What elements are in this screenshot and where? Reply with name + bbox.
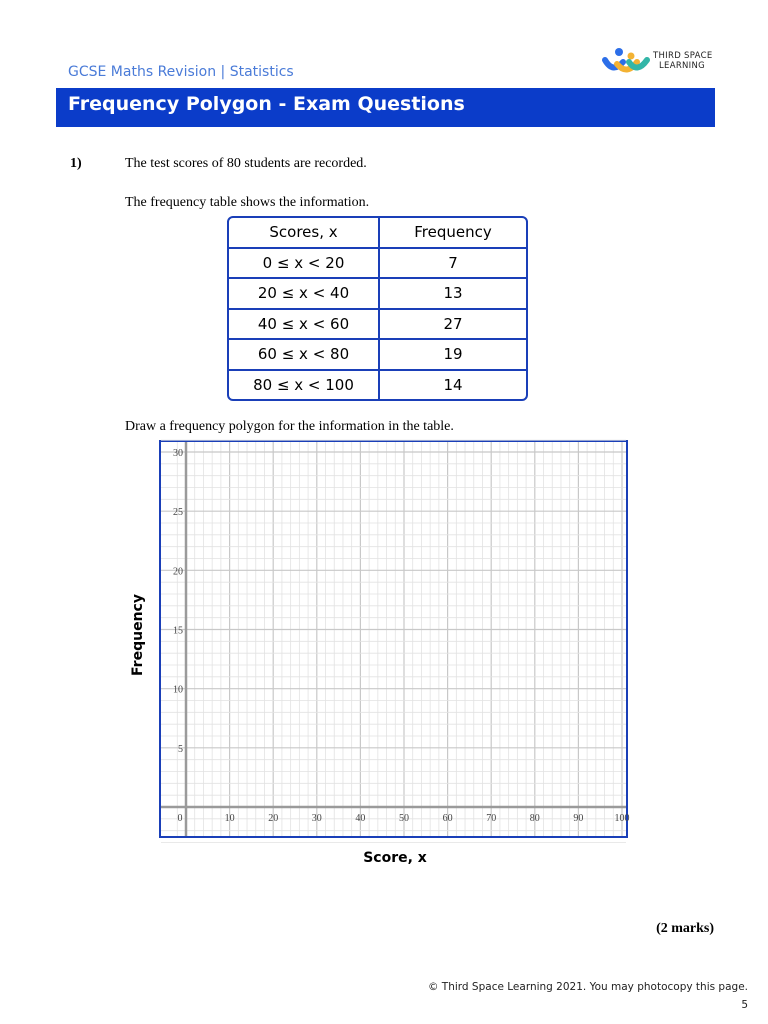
table-cell-frequency: 7 [380,249,526,280]
table-row [229,249,526,280]
page-number: 5 [741,999,748,1011]
table-cell-score: 80 ≤ x < 100 [229,371,380,400]
frequency-table [227,216,528,401]
logo-mark-icon [603,46,651,76]
third-space-learning-logo [603,46,723,76]
page-title: Frequency Polygon - Exam Questions [68,93,465,115]
x-tick-label: 0 [177,813,183,824]
question-instruction: Draw a frequency polygon for the information in the table. [125,419,454,434]
table-header-scores: Scores, x [229,218,380,249]
x-tick-label: 70 [486,813,497,824]
table-cell-score: 20 ≤ x < 40 [229,279,380,310]
table-cell-frequency: 19 [380,340,526,371]
graph-grid-frame [159,440,628,838]
x-tick-label: 80 [529,813,540,824]
table-row [229,279,526,310]
y-tick-label: 5 [178,743,183,755]
y-axis-label: Frequency [130,594,146,676]
y-tick-label: 30 [173,448,183,459]
footer-copyright: © Third Space Learning 2021. You may photocopy this page. [427,981,748,993]
x-tick-label: 20 [268,813,279,824]
table-row [229,310,526,341]
table-cell-score: 40 ≤ x < 60 [229,310,380,341]
x-tick-label: 60 [442,813,453,824]
table-row [229,340,526,371]
y-tick-label: 25 [173,507,183,519]
x-tick-label: 10 [224,813,235,824]
table-header-row [229,218,526,249]
y-tick-label: 15 [173,625,183,637]
table-cell-frequency: 13 [380,279,526,310]
x-tick-label: 50 [399,813,409,824]
table-header-frequency: Frequency [380,218,526,249]
graph-grid [161,442,630,836]
y-tick-label: 10 [173,684,183,696]
table-cell-frequency: 27 [380,310,526,341]
table-cell-score: 60 ≤ x < 80 [229,340,380,371]
x-axis-label: Score, x [363,850,427,866]
x-tick-label: 30 [311,813,322,824]
table-cell-frequency: 14 [443,375,463,394]
x-tick-label: 100 [614,813,630,824]
y-tick-label: 20 [173,566,183,578]
page-subtitle: GCSE Maths Revision | Statistics [68,64,294,80]
marks-label: (2 marks) [656,921,714,936]
question-text-2: The frequency table shows the information. [125,195,370,210]
x-tick-label: 90 [573,813,584,824]
title-banner [56,88,715,127]
question-number: 1) [70,156,82,171]
table-row [229,371,526,400]
table-cell-score: 0 ≤ x < 20 [229,249,380,280]
question-text-1: The test scores of 80 students are recorded. [125,156,367,171]
logo-text: THIRD SPACE LEARNING [653,51,713,71]
x-tick-label: 40 [355,813,366,824]
